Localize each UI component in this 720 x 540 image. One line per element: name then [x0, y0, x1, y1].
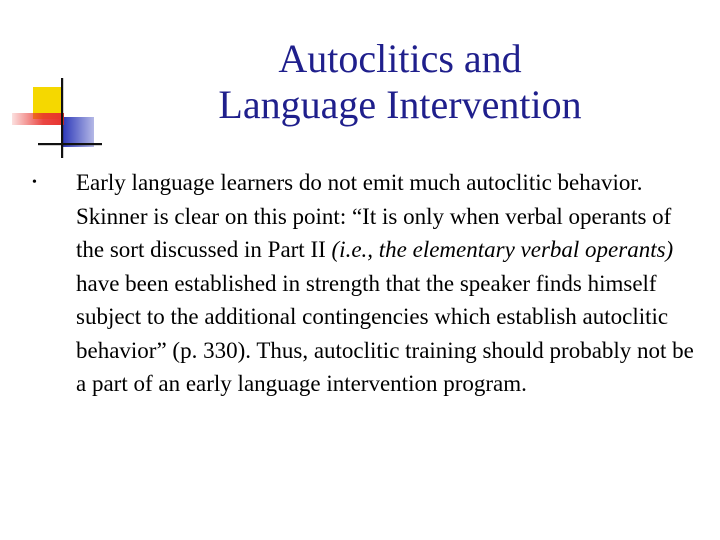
bullet-list [30, 166, 700, 401]
bullet-text-italic: (i.e., the elementary verbal operants) [331, 237, 674, 262]
bullet-text-part-1: Early language learners do not emit much autoclitic behavior. Skinner is clear on this point: “It is only when verbal operants of the sort discussed in Part II [76, 170, 672, 262]
slide-logo-icon [0, 0, 110, 165]
bullet-text-part-2: have been established in strength that the speaker finds himself subject to the additional contingencies which establish autoclitic behavior” (p. 330). Thus, autoclitic training should probably not be a part of an early language intervention program. [76, 270, 694, 396]
title-line-2: Language Intervention [218, 82, 582, 127]
bullet-item [30, 166, 700, 401]
title-line-1: Autoclitics and [278, 36, 522, 81]
slide-title [110, 36, 690, 128]
bullet-dot-icon: • [32, 175, 37, 190]
